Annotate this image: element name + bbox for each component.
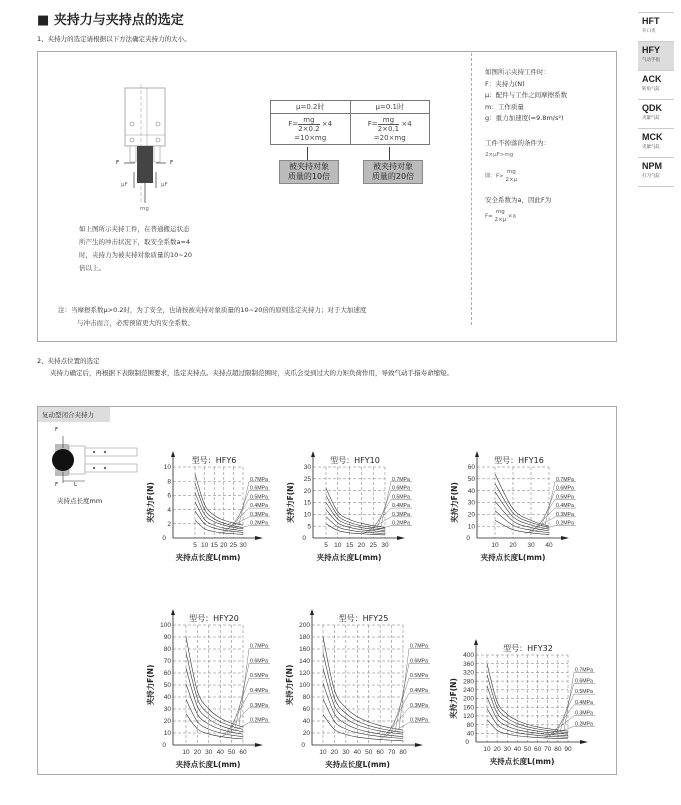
diagram-f-top: F (55, 427, 59, 433)
y-tick-label: 5 (307, 523, 311, 531)
y-tick-label: 200 (463, 695, 474, 703)
chart-title: 型号：HFY20 (189, 614, 239, 623)
paragraph-line: 时，夹持力为被夹持对象质量的10~20 (79, 251, 192, 259)
x-tick-label: 50 (523, 746, 532, 753)
x-axis-arrow-icon (580, 740, 588, 744)
series-curve (487, 675, 568, 733)
legend-label: 0.4MPa (250, 688, 268, 695)
y-axis-label: 夹持力F(N) (450, 482, 459, 523)
friction-label-left: μF (121, 182, 128, 188)
x-tick-label: 50 (227, 749, 236, 756)
sidebar-item-code: HFY (642, 45, 660, 55)
series-curve (323, 668, 403, 734)
col2-header: μ=0.1时 (350, 101, 430, 114)
ie-prefix: 即：F> (485, 173, 504, 180)
formula-result: =10×mg (294, 134, 327, 142)
x-tick-label: 30 (342, 749, 350, 756)
x-axis-label: 夹持点长度L(mm) (325, 760, 390, 769)
legend-label: 0.3MPa (575, 710, 593, 717)
x-tick-label: 30 (205, 749, 213, 756)
legend-leader (544, 726, 574, 737)
y-tick-label: 50 (163, 682, 171, 690)
legend-leader (379, 723, 409, 740)
legend-label: 0.6MPa (392, 485, 410, 492)
y-tick-label: 10 (163, 730, 171, 738)
y-tick-label: 100 (299, 682, 310, 690)
chart-title: 型号：HFY25 (338, 614, 389, 623)
y-tick-label: 240 (463, 687, 474, 694)
y-tick-label: 100 (160, 622, 171, 630)
section1-heading: 1、夹持力的选定请根据以下方法确定夹持力的大小。 (37, 35, 191, 43)
force-label-right: F (170, 160, 174, 166)
legend-label: 0.6MPa (556, 485, 574, 492)
legend-label: 0.4MPa (556, 503, 574, 510)
y-tick-label: 120 (463, 713, 474, 721)
sidebar-item-sub: 转角气缸 (642, 87, 660, 92)
ie-denominator: 2×μ (505, 177, 518, 183)
y-tick-label: 200 (299, 622, 310, 630)
legend-leader (377, 491, 391, 528)
sidebar-item-code: ACK (642, 74, 662, 84)
x-tick-label: 70 (544, 746, 552, 753)
y-tick-label: 20 (302, 730, 310, 738)
legend-label: 0.3MPa (392, 511, 410, 518)
y-axis-arrow-icon (311, 451, 315, 457)
series-curve (195, 474, 243, 525)
formula-mult: ×4 (321, 120, 333, 128)
y-tick-label: 20 (303, 487, 311, 495)
x-tick-label: 30 (503, 746, 511, 753)
safety-title: 安全系数为a，因此F为 (485, 196, 552, 204)
y-tick-label: 180 (299, 634, 310, 642)
x-axis-label: 夹持点长度L(mm) (316, 553, 382, 562)
y-tick-label: 30 (467, 499, 475, 507)
legend-label: 0.3MPa (250, 511, 268, 518)
x-tick-label: 5 (193, 542, 197, 549)
y-tick-label: 360 (463, 660, 474, 668)
x-tick-label: 5 (324, 542, 328, 549)
formula-denominator: 2×0.1 (377, 124, 400, 133)
sidebar-item-code: NPM (642, 161, 662, 171)
x-axis-arrow-icon (561, 536, 569, 540)
y-tick-label: 160 (463, 704, 474, 712)
y-tick-label: 20 (163, 718, 171, 726)
f-suffix: ×a (507, 213, 516, 220)
y-tick-label: 160 (299, 646, 310, 654)
definition-line: μ：配件与工作之间摩擦系数 (485, 91, 568, 99)
y-tick-label: 70 (163, 658, 171, 666)
y-tick-label: 400 (463, 652, 474, 660)
y-axis-arrow-icon (475, 451, 479, 457)
diagram-l: L (74, 482, 78, 488)
y-tick-label: 80 (163, 646, 171, 654)
callout-line: 质量的20倍 (371, 172, 415, 181)
x-axis-label: 夹持点长度L(mm) (175, 760, 241, 769)
series-curve (186, 653, 243, 730)
x-tick-label: 20 (509, 542, 517, 549)
legend-label: 0.5MPa (250, 494, 268, 501)
x-tick-label: 15 (345, 542, 354, 549)
series-curve (495, 484, 549, 528)
x-tick-label: 20 (493, 746, 501, 753)
y-tick-label: 0 (302, 535, 306, 543)
legend-leader (525, 526, 555, 534)
sidebar-item-code: MCK (642, 132, 663, 142)
y-tick-label: 40 (302, 718, 310, 726)
y-tick-label: 120 (299, 670, 310, 678)
x-tick-label: 10 (182, 749, 190, 756)
y-tick-label: 25 (303, 476, 311, 484)
x-tick-label: 80 (399, 749, 407, 756)
paragraph-line: 倍以上。 (79, 264, 105, 272)
sidebar-item-code: QDK (642, 103, 662, 113)
y-axis-arrow-icon (310, 609, 314, 615)
y-tick-label: 0 (465, 739, 469, 747)
y-tick-label: 80 (466, 721, 474, 729)
y-tick-label: 60 (163, 670, 171, 678)
paragraph-line: 如上图所示夹持工件，在普通搬运状态 (79, 225, 190, 233)
legend-leader (235, 491, 249, 527)
y-tick-label: 10 (303, 511, 311, 519)
x-tick-label: 30 (381, 542, 389, 549)
y-tick-label: 90 (163, 634, 171, 642)
legend-leader (369, 508, 391, 531)
y-axis-label: 夹持力F(N) (146, 664, 155, 706)
x-tick-label: 10 (483, 746, 491, 753)
col1-header: μ=0.2时 (271, 101, 351, 114)
y-tick-label: 20 (467, 511, 475, 519)
legend-leader (383, 708, 409, 738)
formula-mult: ×4 (401, 120, 412, 128)
formula-denominator: 2×0.2 (298, 124, 320, 133)
condition-formula: 2×μF>mg (485, 152, 514, 158)
y-tick-label: 10 (163, 464, 171, 472)
x-tick-label: 15 (210, 542, 218, 549)
definition-line: F：夹持力(N) (485, 79, 525, 88)
chart-title: 型号：HFY10 (330, 456, 380, 465)
definition-line: g：重力加速度(=9.8m/s²) (485, 114, 564, 122)
legend-label: 0.6MPa (575, 678, 593, 685)
chart-title: 型号：HFY32 (503, 644, 553, 653)
x-axis-label: 夹持点长度L(mm) (175, 553, 241, 562)
x-tick-label: 40 (513, 746, 521, 753)
x-tick-label: 80 (554, 746, 562, 753)
x-axis-label: 夹持点长度L(mm) (489, 757, 555, 766)
x-tick-label: 25 (369, 542, 377, 549)
legend-label: 0.2MPa (392, 520, 410, 527)
x-tick-label: 30 (527, 542, 535, 549)
legend-leader (564, 673, 574, 730)
x-tick-label: 10 (200, 542, 209, 549)
x-tick-label: 70 (387, 749, 396, 756)
formula-result: =20×mg (373, 134, 406, 142)
legend-label: 0.2MPa (556, 520, 574, 527)
series-curve (323, 637, 403, 730)
legend-label: 0.7MPa (250, 643, 268, 650)
x-axis-arrow-icon (255, 536, 263, 540)
y-axis-arrow-icon (474, 639, 478, 645)
y-tick-label: 80 (302, 694, 310, 702)
legend-label: 0.7MPa (250, 476, 268, 483)
series-curve (186, 637, 243, 727)
legend-leader (529, 517, 555, 532)
y-tick-label: 6 (167, 492, 171, 500)
legend-leader (537, 499, 555, 528)
y-tick-label: 40 (163, 694, 171, 702)
section2-heading: 2、夹持点位置的选定 (37, 357, 100, 365)
callout-line: 质量的10倍 (287, 172, 331, 181)
x-tick-label: 30 (239, 542, 247, 549)
series-curve (326, 488, 385, 527)
legend-label: 0.3MPa (410, 702, 428, 709)
callout-line: 被夹持对象 (289, 162, 329, 171)
legend-label: 0.5MPa (250, 673, 268, 680)
legend-label: 0.3MPa (556, 511, 574, 518)
legend-label: 0.5MPa (392, 494, 410, 501)
force-label-left: F (116, 160, 120, 166)
legend-label: 0.4MPa (250, 503, 268, 510)
sidebar-item-sub: 打刀气缸 (642, 174, 660, 179)
y-axis-label: 夹持力F(N) (285, 664, 294, 706)
y-tick-label: 30 (163, 706, 171, 714)
x-tick-label: 60 (239, 749, 247, 756)
y-tick-label: 60 (302, 706, 310, 714)
x-tick-label: 25 (229, 542, 238, 549)
x-tick-label: 10 (491, 542, 499, 549)
section2-text: 夹持力确定后，再根据下表限制范围要求，选定夹持点。夹持点超过限制范围时，夹爪会受到过大的力矩负荷作用，导致气动手指寿命缩短。 (50, 369, 453, 377)
legend-label: 0.7MPa (410, 643, 428, 650)
formula-numerator: mg (298, 116, 319, 125)
series-curve (326, 510, 385, 532)
y-tick-label: 2 (167, 521, 171, 528)
note-line: 与冲击而言，必需预留更大的安全系数。 (77, 319, 194, 327)
f-prefix: F= (485, 213, 493, 220)
page-title: ■ 夹持力与夹持点的选定 (37, 13, 184, 28)
legend-label: 0.5MPa (575, 689, 593, 696)
y-tick-label: 0 (162, 742, 166, 750)
legend-leader (219, 526, 249, 534)
legend-label: 0.4MPa (575, 699, 593, 706)
legend-label: 0.7MPa (392, 476, 410, 483)
x-axis-arrow-icon (397, 536, 405, 540)
legend-label: 0.2MPa (575, 721, 593, 728)
note-line: 注：当摩擦系数μ>0.2时，为了安全，也请按被夹持对象质量的10~20倍的原则选定夹持力；对于大加速度 (58, 306, 367, 314)
legend-label: 0.5MPa (410, 673, 428, 680)
y-tick-label: 40 (466, 730, 474, 738)
y-axis-label: 夹持力F(N) (286, 482, 295, 523)
y-tick-label: 30 (303, 464, 311, 472)
y-tick-label: 40 (467, 487, 475, 495)
x-axis-label: 夹持点长度L(mm) (480, 553, 546, 562)
y-axis-arrow-icon (171, 451, 175, 457)
y-tick-label: 10 (467, 523, 475, 531)
x-tick-label: 60 (534, 746, 542, 753)
series-curve (186, 699, 243, 736)
legend-label: 0.4MPa (392, 503, 410, 510)
formula-numerator: mg (378, 116, 399, 125)
y-tick-label: 15 (303, 499, 311, 507)
y-axis-label: 夹持力F(N) (146, 482, 155, 523)
x-tick-label: 20 (220, 542, 228, 549)
legend-label: 0.6MPa (250, 485, 268, 492)
y-tick-label: 4 (167, 506, 171, 514)
definition-line: m：工作质量 (485, 102, 524, 111)
legend-label: 0.7MPa (556, 476, 574, 483)
panel-label: 复动型闭合夹持力 (38, 407, 110, 422)
legend-label: 0.2MPa (250, 520, 268, 527)
legend-label: 0.2MPa (410, 717, 428, 724)
series-curve (323, 699, 403, 739)
f-numerator: mg (495, 209, 505, 215)
x-tick-label: 10 (334, 542, 342, 549)
y-tick-label: 0 (162, 535, 166, 543)
legend-label: 0.6MPa (410, 658, 428, 665)
legend-leader (227, 693, 249, 733)
sidebar-item-sub: 开口夹 (642, 29, 656, 34)
legend-label: 0.3MPa (250, 702, 268, 709)
legend-label: 0.6MPa (250, 658, 268, 665)
legend-leader (231, 678, 249, 731)
x-tick-label: 40 (353, 749, 361, 756)
series-curve (495, 474, 549, 526)
legend-label: 0.5MPa (556, 494, 574, 501)
y-tick-label: 0 (301, 742, 305, 750)
x-tick-label: 40 (216, 749, 224, 756)
sidebar-item-sub: 气动手指 (642, 58, 660, 63)
x-tick-label: 20 (193, 749, 202, 756)
x-tick-label: 20 (330, 749, 339, 756)
friction-label-right: μF (161, 182, 168, 188)
x-tick-label: 20 (357, 542, 366, 549)
diagram-caption: 夹持点长度mm (57, 497, 103, 505)
legend-label: 0.4MPa (410, 688, 428, 695)
chart-title: 型号：HFY16 (494, 456, 544, 465)
x-tick-label: 60 (376, 749, 384, 756)
x-axis-arrow-icon (255, 743, 263, 747)
y-tick-label: 50 (467, 476, 475, 484)
legend-label: 0.7MPa (575, 667, 593, 674)
series-curve (195, 520, 243, 534)
diagram-f-bottom: F (55, 482, 59, 488)
callout-line: 被夹持对象 (373, 162, 413, 171)
legend-leader (399, 649, 409, 729)
legend-label: 0.2MPa (250, 717, 268, 724)
definition-line: 如图所示夹持工件时： (485, 68, 550, 76)
y-tick-label: 140 (299, 658, 310, 666)
x-axis-arrow-icon (415, 743, 423, 747)
ie-numerator: mg (506, 169, 516, 175)
x-tick-label: 50 (365, 749, 373, 756)
legend-leader (235, 663, 249, 728)
chart-title: 型号：HFY6 (191, 456, 237, 465)
y-tick-label: 0 (466, 535, 470, 543)
sidebar-item-code: HFT (642, 16, 660, 26)
x-tick-label: 10 (319, 749, 327, 756)
condition-title: 工件不掉落的条件为： (485, 139, 550, 147)
paragraph-line: 所产生的冲击状况下，取安全系数a=4 (79, 238, 191, 246)
y-tick-label: 8 (167, 478, 171, 486)
sidebar-item-sub: 夹紧气缸 (642, 145, 660, 150)
x-tick-label: 90 (564, 746, 572, 753)
f-denominator: 2×μ (494, 217, 507, 223)
formula-prefix: F= (367, 120, 378, 128)
weight-label: mg (140, 206, 149, 212)
sidebar-item-sub: 夹紧气缸 (642, 116, 660, 121)
formula-prefix: F= (288, 120, 299, 128)
y-tick-label: 280 (463, 678, 474, 686)
y-tick-label: 60 (467, 464, 475, 472)
series-curve (186, 668, 243, 732)
x-tick-label: 40 (545, 542, 553, 549)
y-axis-label: 夹持力F(N) (449, 678, 458, 719)
y-axis-arrow-icon (171, 609, 175, 615)
y-tick-label: 320 (463, 669, 474, 677)
